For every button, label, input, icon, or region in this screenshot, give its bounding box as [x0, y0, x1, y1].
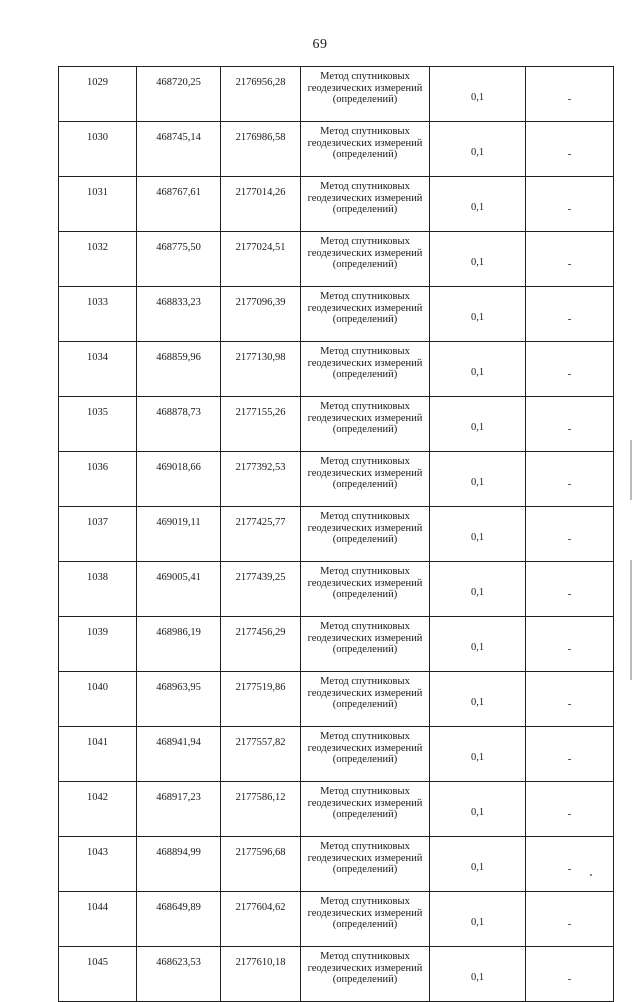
method-line: (определений): [332, 479, 398, 490]
point-number-cell: 1035: [59, 397, 137, 452]
method-line: геодезических измерений: [307, 247, 423, 259]
method-line: (определений): [332, 314, 398, 325]
method-line: (определений): [332, 974, 398, 985]
method-cell: [301, 122, 430, 177]
method-line: геодезических измерений: [307, 852, 423, 864]
dash-cell: -: [526, 562, 614, 617]
method-cell: [301, 837, 430, 892]
y-coordinate-cell: 2176956,28: [221, 67, 301, 122]
table-row: [59, 617, 614, 672]
y-coordinate-cell: 2177392,53: [221, 452, 301, 507]
x-coordinate-cell: 468720,25: [137, 67, 221, 122]
x-coordinate-cell: 469005,41: [137, 562, 221, 617]
method-line: геодезических измерений: [307, 687, 423, 699]
page-number: 69: [312, 37, 328, 52]
method-line: (определений): [332, 149, 398, 160]
dash-cell: -: [526, 727, 614, 782]
y-coordinate-cell: 2177439,25: [221, 562, 301, 617]
point-number-cell: 1033: [59, 287, 137, 342]
method-line: Метод спутниковых: [320, 181, 410, 192]
method-cell: [301, 397, 430, 452]
table-row: [59, 782, 614, 837]
y-coordinate-cell: 2177604,62: [221, 892, 301, 947]
accuracy-cell: 0,1: [430, 727, 526, 782]
table-row: [59, 947, 614, 1002]
y-coordinate-cell: 2176986,58: [221, 122, 301, 177]
method-cell: [301, 672, 430, 727]
accuracy-cell: 0,1: [430, 232, 526, 287]
y-coordinate-cell: 2177596,68: [221, 837, 301, 892]
accuracy-cell: 0,1: [430, 67, 526, 122]
table-row: [59, 892, 614, 947]
method-line: Метод спутниковых: [320, 676, 410, 687]
table-row: [59, 837, 614, 892]
x-coordinate-cell: 468775,50: [137, 232, 221, 287]
x-coordinate-cell: 468649,89: [137, 892, 221, 947]
y-coordinate-cell: 2177130,98: [221, 342, 301, 397]
x-coordinate-cell: 468833,23: [137, 287, 221, 342]
dash-cell: -: [526, 672, 614, 727]
point-number-cell: 1029: [59, 67, 137, 122]
table-row: [59, 287, 614, 342]
x-coordinate-cell: 468623,53: [137, 947, 221, 1002]
dash-cell: -: [526, 452, 614, 507]
method-cell: [301, 452, 430, 507]
method-line: (определений): [332, 754, 398, 765]
method-line: (определений): [332, 94, 398, 105]
accuracy-cell: 0,1: [430, 452, 526, 507]
accuracy-cell: 0,1: [430, 122, 526, 177]
point-number-cell: 1030: [59, 122, 137, 177]
accuracy-cell: 0,1: [430, 562, 526, 617]
dash-cell: -: [526, 232, 614, 287]
method-line: (определений): [332, 699, 398, 710]
method-line: Метод спутниковых: [320, 786, 410, 797]
method-line: (определений): [332, 204, 398, 215]
x-coordinate-cell: 468894,99: [137, 837, 221, 892]
method-line: (определений): [332, 919, 398, 930]
method-line: Метод спутниковых: [320, 401, 410, 412]
point-number-cell: 1040: [59, 672, 137, 727]
method-line: Метод спутниковых: [320, 511, 410, 522]
y-coordinate-cell: 2177425,77: [221, 507, 301, 562]
method-line: Метод спутниковых: [320, 291, 410, 302]
scan-speck: [590, 874, 592, 876]
point-number-cell: 1042: [59, 782, 137, 837]
accuracy-cell: 0,1: [430, 507, 526, 562]
y-coordinate-cell: 2177096,39: [221, 287, 301, 342]
accuracy-cell: 0,1: [430, 837, 526, 892]
y-coordinate-cell: 2177557,82: [221, 727, 301, 782]
x-coordinate-cell: 468963,95: [137, 672, 221, 727]
y-coordinate-cell: 2177456,29: [221, 617, 301, 672]
dash-cell: -: [526, 617, 614, 672]
x-coordinate-cell: 468859,96: [137, 342, 221, 397]
table-row: [59, 232, 614, 287]
y-coordinate-cell: 2177155,26: [221, 397, 301, 452]
table-row: [59, 562, 614, 617]
y-coordinate-cell: 2177519,86: [221, 672, 301, 727]
point-number-cell: 1043: [59, 837, 137, 892]
point-number-cell: 1041: [59, 727, 137, 782]
method-line: Метод спутниковых: [320, 236, 410, 247]
method-line: Метод спутниковых: [320, 841, 410, 852]
dash-cell: -: [526, 342, 614, 397]
x-coordinate-cell: 468745,14: [137, 122, 221, 177]
method-line: геодезических измерений: [307, 137, 423, 149]
point-number-cell: 1031: [59, 177, 137, 232]
accuracy-cell: 0,1: [430, 342, 526, 397]
method-line: (определений): [332, 589, 398, 600]
method-line: (определений): [332, 534, 398, 545]
accuracy-cell: 0,1: [430, 672, 526, 727]
method-line: геодезических измерений: [307, 302, 423, 314]
method-line: Метод спутниковых: [320, 346, 410, 357]
method-cell: [301, 232, 430, 287]
point-number-cell: 1034: [59, 342, 137, 397]
method-cell: [301, 892, 430, 947]
point-number-cell: 1044: [59, 892, 137, 947]
method-cell: [301, 67, 430, 122]
y-coordinate-cell: 2177024,51: [221, 232, 301, 287]
x-coordinate-cell: 469018,66: [137, 452, 221, 507]
dash-cell: -: [526, 837, 614, 892]
y-coordinate-cell: 2177014,26: [221, 177, 301, 232]
method-line: Метод спутниковых: [320, 731, 410, 742]
dash-cell: -: [526, 67, 614, 122]
accuracy-cell: 0,1: [430, 287, 526, 342]
method-line: Метод спутниковых: [320, 951, 410, 962]
method-line: геодезических измерений: [307, 577, 423, 589]
method-cell: [301, 177, 430, 232]
dash-cell: -: [526, 177, 614, 232]
method-cell: [301, 342, 430, 397]
dash-cell: -: [526, 397, 614, 452]
coordinates-table: [58, 66, 614, 1002]
accuracy-cell: 0,1: [430, 782, 526, 837]
table-row: [59, 67, 614, 122]
dash-cell: -: [526, 287, 614, 342]
method-line: Метод спутниковых: [320, 126, 410, 137]
method-line: геодезических измерений: [307, 907, 423, 919]
method-line: (определений): [332, 369, 398, 380]
method-line: Метод спутниковых: [320, 71, 410, 82]
x-coordinate-cell: 469019,11: [137, 507, 221, 562]
table-row: [59, 342, 614, 397]
scan-margin-mark: [630, 560, 632, 680]
dash-cell: -: [526, 782, 614, 837]
scan-margin-mark: [630, 440, 632, 500]
accuracy-cell: 0,1: [430, 892, 526, 947]
table-row: [59, 727, 614, 782]
method-line: геодезических измерений: [307, 522, 423, 534]
point-number-cell: 1037: [59, 507, 137, 562]
method-line: (определений): [332, 644, 398, 655]
point-number-cell: 1045: [59, 947, 137, 1002]
method-line: (определений): [332, 259, 398, 270]
dash-cell: -: [526, 122, 614, 177]
method-line: геодезических измерений: [307, 467, 423, 479]
table-row: [59, 397, 614, 452]
table-body: [59, 67, 614, 1002]
method-line: (определений): [332, 864, 398, 875]
method-cell: [301, 727, 430, 782]
table-row: [59, 122, 614, 177]
table-row: [59, 672, 614, 727]
method-cell: [301, 507, 430, 562]
y-coordinate-cell: 2177586,12: [221, 782, 301, 837]
x-coordinate-cell: 468917,23: [137, 782, 221, 837]
method-line: геодезических измерений: [307, 192, 423, 204]
method-line: геодезических измерений: [307, 742, 423, 754]
accuracy-cell: 0,1: [430, 947, 526, 1002]
point-number-cell: 1039: [59, 617, 137, 672]
dash-cell: -: [526, 947, 614, 1002]
accuracy-cell: 0,1: [430, 177, 526, 232]
method-line: геодезических измерений: [307, 412, 423, 424]
method-line: геодезических измерений: [307, 632, 423, 644]
x-coordinate-cell: 468878,73: [137, 397, 221, 452]
method-cell: [301, 947, 430, 1002]
point-number-cell: 1036: [59, 452, 137, 507]
accuracy-cell: 0,1: [430, 397, 526, 452]
method-line: геодезических измерений: [307, 82, 423, 94]
table-row: [59, 177, 614, 232]
method-line: Метод спутниковых: [320, 456, 410, 467]
method-line: Метод спутниковых: [320, 896, 410, 907]
method-cell: [301, 562, 430, 617]
method-line: геодезических измерений: [307, 797, 423, 809]
point-number-cell: 1038: [59, 562, 137, 617]
method-line: Метод спутниковых: [320, 621, 410, 632]
table-row: [59, 507, 614, 562]
method-cell: [301, 782, 430, 837]
x-coordinate-cell: 468986,19: [137, 617, 221, 672]
method-line: (определений): [332, 809, 398, 820]
table-row: [59, 452, 614, 507]
method-line: геодезических измерений: [307, 357, 423, 369]
y-coordinate-cell: 2177610,18: [221, 947, 301, 1002]
method-cell: [301, 617, 430, 672]
accuracy-cell: 0,1: [430, 617, 526, 672]
dash-cell: -: [526, 892, 614, 947]
method-cell: [301, 287, 430, 342]
point-number-cell: 1032: [59, 232, 137, 287]
dash-cell: -: [526, 507, 614, 562]
x-coordinate-cell: 468941,94: [137, 727, 221, 782]
method-line: Метод спутниковых: [320, 566, 410, 577]
method-line: (определений): [332, 424, 398, 435]
method-line: геодезических измерений: [307, 962, 423, 974]
x-coordinate-cell: 468767,61: [137, 177, 221, 232]
